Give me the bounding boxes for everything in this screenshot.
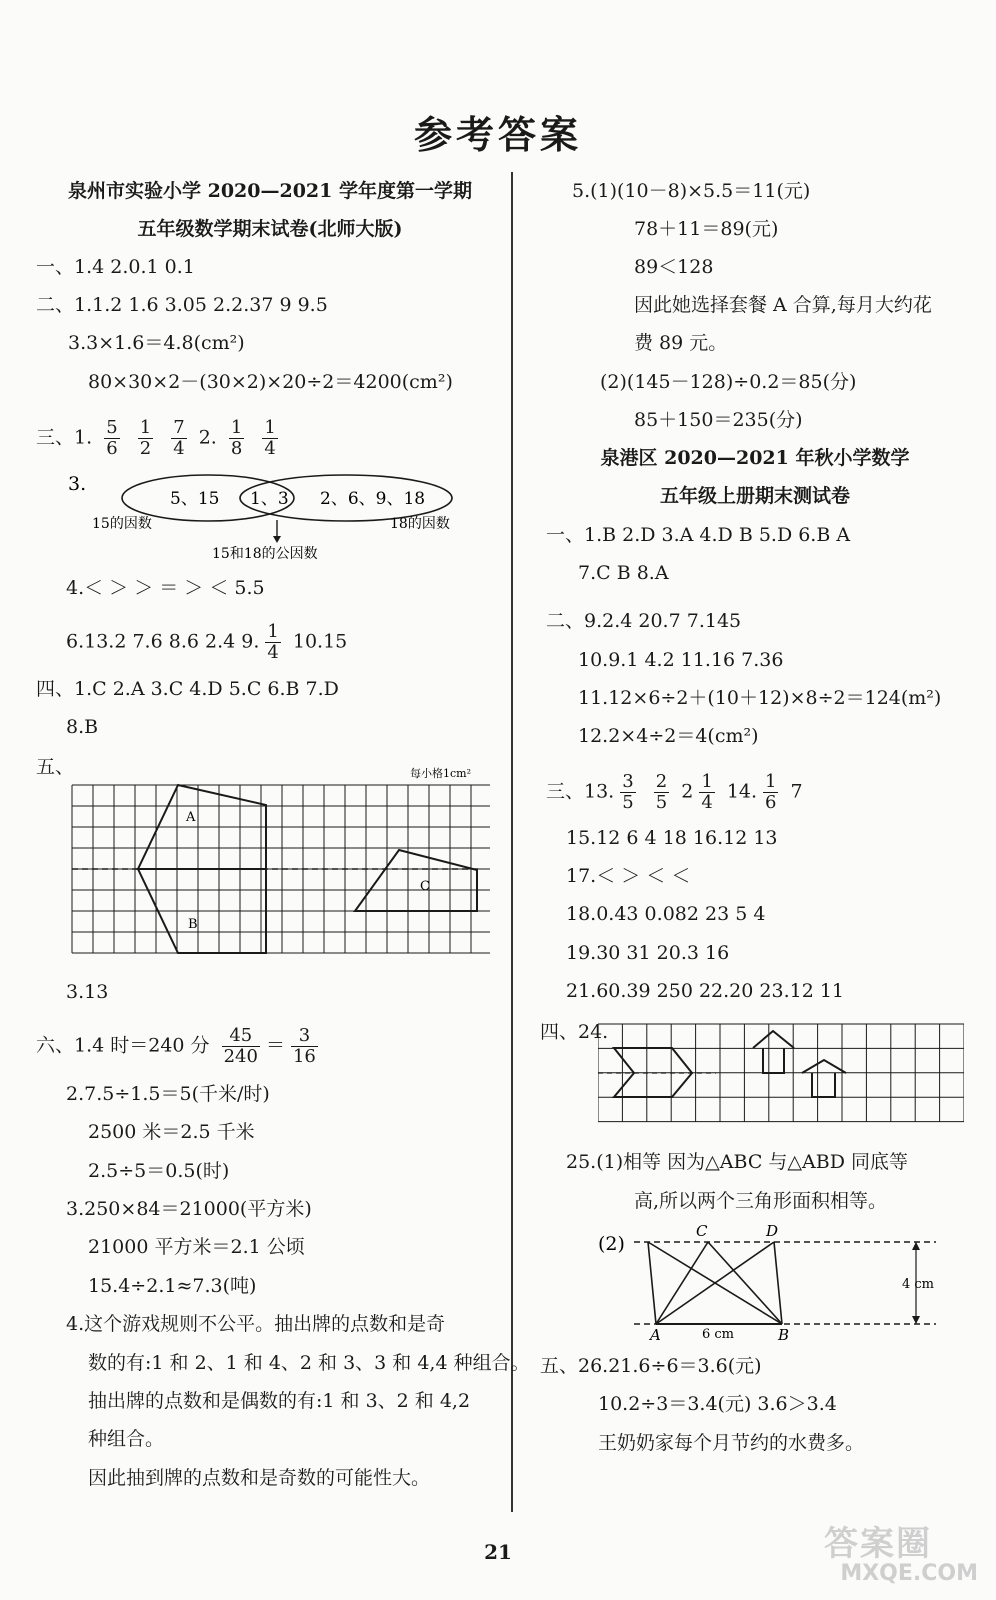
answer-line: 4.这个游戏规则不公平。抽出牌的点数和是奇 <box>66 1313 446 1335</box>
triangle-side <box>708 1242 782 1324</box>
figure-label: (2) <box>598 1233 625 1255</box>
base-length-label: 6 cm <box>702 1327 735 1342</box>
numerator: 5 <box>106 417 118 438</box>
equals: ＝ <box>265 1034 285 1057</box>
prefix: 6.13.2 7.6 8.6 2.4 9. <box>66 630 260 653</box>
answer-line: 一、1.B 2.D 3.A 4.D B 5.D 6.B A <box>546 524 851 546</box>
answer-line: 二、9.2.4 20.7 7.145 <box>546 610 742 632</box>
answer-line: 抽出牌的点数和是偶数的有:1 和 3、2 和 4,2 <box>88 1390 471 1412</box>
point-d-label: D <box>766 1222 779 1240</box>
denominator: 8 <box>230 438 243 459</box>
fraction <box>138 418 153 459</box>
answer-line: 15.4÷2.1≈7.3(吨) <box>88 1275 257 1297</box>
dimension-arrow-down <box>912 1316 920 1324</box>
triangle-side <box>648 1242 656 1324</box>
suffix: 7 <box>790 780 803 803</box>
answer-line: 21000 平方米＝2.1 公顷 <box>88 1236 305 1258</box>
fraction-answer-line <box>36 418 284 459</box>
numerator: 1 <box>264 417 276 438</box>
watermark-text: 答案圈 <box>824 1524 932 1564</box>
fraction-answer-line <box>66 622 347 663</box>
house-roof <box>753 1031 794 1048</box>
watermark-logo <box>824 1526 984 1586</box>
point-a-label: A <box>650 1326 661 1342</box>
answer-line: (2)(145－128)÷0.2＝85(分) <box>600 371 857 393</box>
answer-line: 17.＜ ＞ ＜ ＜ <box>566 865 691 887</box>
numerator: 7 <box>173 417 185 438</box>
answer-line: 85＋150＝235(分) <box>634 409 803 431</box>
column-divider <box>511 172 513 1512</box>
grid-figure-shapes <box>60 760 490 982</box>
venn-common-set: 1、3 <box>250 489 289 509</box>
numerator: 3 <box>622 771 634 792</box>
denominator: 6 <box>765 792 777 813</box>
fraction <box>291 1026 318 1067</box>
fraction <box>699 772 714 813</box>
triangle-side <box>656 1242 708 1324</box>
denominator: 4 <box>701 792 713 813</box>
answer-line: 12.2×4÷2＝4(cm²) <box>578 725 759 747</box>
venn-arrowhead <box>273 536 281 543</box>
answer-line: 10.2÷3＝3.4(元) 3.6＞3.4 <box>598 1393 837 1415</box>
shape-c-label: C <box>420 879 430 894</box>
right-heading-1: 泉港区 2020—2021 年秋小学数学 <box>600 447 910 469</box>
numerator: 45 <box>222 1026 260 1047</box>
answer-line: 2500 米＝2.5 千米 <box>88 1121 255 1143</box>
section-label: 四、24. <box>540 1021 609 1043</box>
numerator: 1 <box>230 417 243 438</box>
fraction-answer-line <box>36 1026 324 1067</box>
venn-label: 3. <box>68 473 87 495</box>
answer-line: 因此她选择套餐 A 合算,每月大约花 <box>634 294 932 316</box>
right-heading-2: 五年级上册期末测试卷 <box>659 485 850 507</box>
answer-line: 3.3×1.6＝4.8(cm²) <box>68 332 245 354</box>
numerator: 2 <box>655 771 668 792</box>
shape-c <box>355 850 477 911</box>
numerator: 1 <box>765 771 777 792</box>
answer-line: 8.B <box>66 716 99 738</box>
mid: 14. <box>726 780 758 803</box>
answer-line: 四、1.C 2.A 3.C 4.D 5.C 6.B 7.D <box>36 678 339 700</box>
fraction <box>654 772 669 813</box>
denominator: 5 <box>622 792 634 813</box>
answer-line: 2.7.5÷1.5＝5(千米/时) <box>66 1083 270 1105</box>
denominator: 6 <box>106 438 118 459</box>
answer-line: 二、1.1.2 1.6 3.05 2.2.37 9 9.5 <box>36 294 328 316</box>
venn-right-caption: 18的因数 <box>390 516 450 532</box>
venn-bottom-caption: 15和18的公因数 <box>212 546 318 562</box>
house-body <box>763 1048 784 1073</box>
fraction <box>222 1026 260 1067</box>
answer-line: 2.5÷5＝0.5(时) <box>88 1160 230 1182</box>
answer-line: 3.250×84＝21000(平方米) <box>66 1198 312 1220</box>
answer-line: 89＜128 <box>634 256 714 278</box>
triangle-side <box>774 1242 782 1324</box>
prefix: 六、1.4 时＝240 分 <box>36 1034 210 1057</box>
fraction <box>229 418 244 459</box>
answer-line: 5.(1)(10－8)×5.5＝11(元) <box>572 180 811 202</box>
fraction <box>763 772 778 813</box>
section-label: 五、 <box>36 756 75 778</box>
answer-line: 19.30 31 20.3 16 <box>566 942 730 964</box>
answer-line: 因此抽到牌的点数和是奇数的可能性大。 <box>88 1467 431 1489</box>
fraction <box>620 772 635 813</box>
grid-note: 每小格1cm² <box>410 767 471 780</box>
shape-b-label: B <box>188 917 198 932</box>
denominator: 5 <box>655 792 668 813</box>
answer-line: 3.13 <box>66 981 109 1003</box>
answer-line: 7.C B 8.A <box>578 562 669 584</box>
watermark-url: MXQE.COM <box>840 1561 978 1586</box>
numerator: 1 <box>139 417 152 438</box>
page-number: 21 <box>484 1540 512 1564</box>
numerator: 3 <box>291 1026 318 1047</box>
denominator: 4 <box>267 642 279 663</box>
house-roof <box>802 1060 846 1073</box>
triangle-figure <box>592 1216 982 1342</box>
answer-line: 15.12 6 4 18 16.12 13 <box>566 827 778 849</box>
left-heading-1: 泉州市实验小学 2020—2021 学年度第一学期 <box>68 180 472 202</box>
venn-diagram <box>30 472 490 568</box>
answer-line: 高,所以两个三角形面积相等。 <box>634 1190 888 1212</box>
denominator: 4 <box>173 438 185 459</box>
mid: 2. <box>198 426 217 449</box>
shape-a-label: A <box>186 810 196 825</box>
venn-left-caption: 15的因数 <box>92 516 152 532</box>
answer-line: 11.12×6÷2＋(10＋12)×8÷2＝124(m²) <box>578 687 942 709</box>
answer-line: 一、1.4 2.0.1 0.1 <box>36 256 195 278</box>
denominator: 2 <box>139 438 152 459</box>
venn-left-set: 5、15 <box>170 489 220 509</box>
answer-line: 18.0.43 0.082 23 5 4 <box>566 903 766 925</box>
answer-line: 21.60.39 250 22.20 23.12 11 <box>566 980 844 1002</box>
fraction <box>171 418 186 459</box>
left-heading-2: 五年级数学期末试卷(北师大版) <box>137 218 403 240</box>
answer-line: 4.＜ ＞ ＞ ＝ ＞ ＜ 5.5 <box>66 577 265 599</box>
answer-line: 费 89 元。 <box>634 332 728 354</box>
answer-line: 种组合。 <box>88 1428 165 1450</box>
house-body <box>812 1073 835 1097</box>
triangle-side <box>656 1242 774 1324</box>
page-title: 参考答案 <box>413 112 582 157</box>
fraction-answer-line <box>546 772 803 813</box>
denominator: 240 <box>223 1046 258 1067</box>
fraction <box>262 418 277 459</box>
mixed-whole: 2 <box>681 780 694 803</box>
denominator: 16 <box>292 1046 316 1067</box>
suffix: 10.15 <box>292 630 348 653</box>
answer-line: 五、26.21.6÷6＝3.6(元) <box>540 1355 762 1377</box>
answer-line: 10.9.1 4.2 11.16 7.36 <box>578 649 784 671</box>
grid-figure-translation <box>598 1018 964 1126</box>
point-b-label: B <box>778 1326 790 1342</box>
height-label: 4 cm <box>902 1277 935 1292</box>
answer-line: 王奶奶家每个月节约的水费多。 <box>598 1432 865 1454</box>
venn-right-set: 2、6、9、18 <box>320 489 426 509</box>
answer-line: 78＋11＝89(元) <box>634 218 779 240</box>
answer-line: 数的有:1 和 2、1 和 4、2 和 3、3 和 4,4 种组合。 <box>88 1352 530 1374</box>
fraction <box>265 622 280 663</box>
prefix: 三、1. <box>36 426 93 449</box>
numerator: 1 <box>701 771 713 792</box>
point-c-label: C <box>696 1222 708 1240</box>
prefix: 三、13. <box>546 780 615 803</box>
denominator: 4 <box>264 438 276 459</box>
answer-line: 25.(1)相等 因为△ABC 与△ABD 同底等 <box>566 1151 908 1173</box>
answer-line: 80×30×2－(30×2)×20÷2＝4200(cm²) <box>88 371 453 393</box>
numerator: 1 <box>267 621 279 642</box>
fraction <box>104 418 119 459</box>
dimension-arrow-up <box>912 1242 920 1250</box>
